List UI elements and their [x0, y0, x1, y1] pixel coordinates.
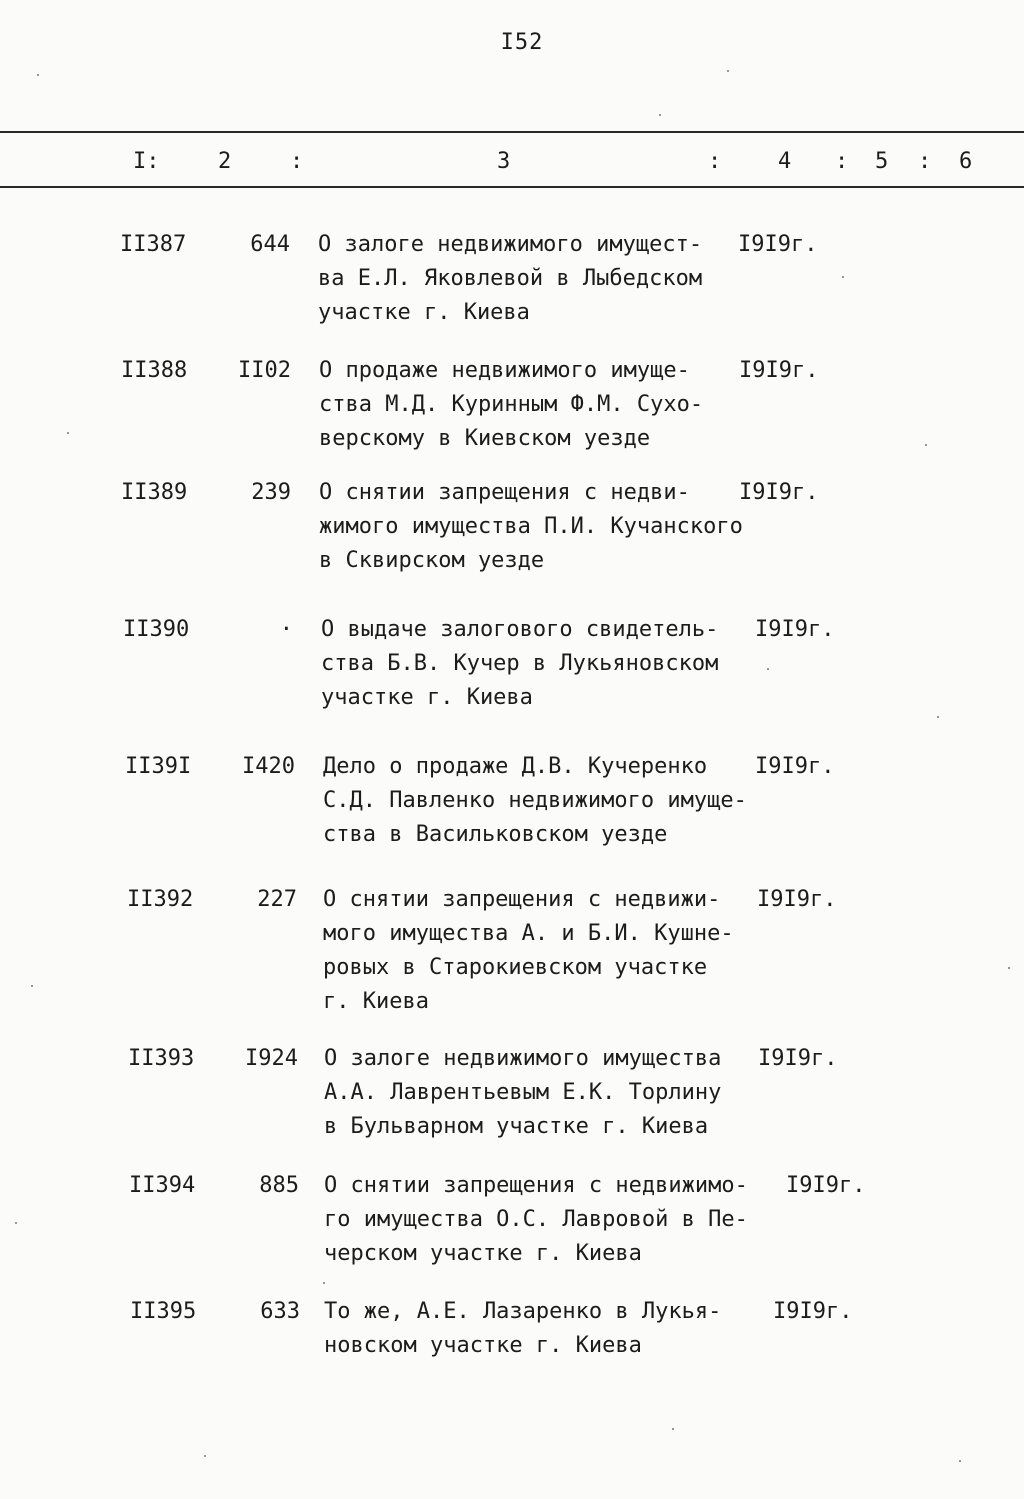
scan-speck	[659, 114, 661, 116]
column-separator: :	[835, 149, 849, 174]
entry-number: II393	[128, 1046, 195, 1071]
scan-speck	[672, 1428, 674, 1430]
entry-description: То же, А.Е. Лазаренко в Лукья- новском участке г. Киева	[324, 1299, 722, 1358]
entry-description: О залоге недвижимого имущест- ва Е.Л. Яковлевой в Лыбедском участке г. Киева	[318, 232, 703, 325]
scan-speck	[959, 1460, 961, 1462]
entry-description: О снятии запрещения с недви- жимого имущества П.И. Кучанского в Сквирском уезде	[319, 480, 743, 573]
entry-description: О выдаче залогового свидетель- ства Б.В. Кучер в Лукьяновском участке г. Киева	[321, 617, 719, 710]
entry-description: О продаже недвижимого имуще- ства М.Д. Куринным Ф.М. Сухо- верскому в Киевском уезде	[319, 358, 704, 451]
column-header-3: 3	[497, 149, 511, 174]
entry-sheet: I924	[245, 1046, 298, 1071]
scan-speck	[37, 74, 39, 76]
entry-number: II395	[130, 1299, 197, 1324]
page-number: I52	[500, 30, 544, 55]
entry-description: О залоге недвижимого имущества А.А. Лаврентьевым Е.К. Торлину в Бульварном участке г. Киева	[324, 1046, 722, 1139]
entry-number: II394	[129, 1173, 196, 1198]
entry-sheet: 633	[260, 1299, 300, 1324]
column-header-5: 5	[875, 149, 889, 174]
entry-year: I9I9г.	[755, 617, 835, 642]
entry-year: I9I9г.	[739, 358, 819, 383]
scan-speck	[204, 1455, 206, 1457]
scan-speck	[67, 432, 69, 434]
scan-speck	[767, 668, 769, 670]
scan-speck	[31, 985, 33, 987]
column-header-6: 6	[959, 149, 973, 174]
entry-year: I9I9г.	[786, 1173, 866, 1198]
entry-sheet: I420	[242, 754, 295, 779]
scan-speck	[323, 1282, 325, 1284]
entry-sheet: 239	[251, 480, 291, 505]
entry-number: II392	[127, 887, 194, 912]
column-header-1: I:	[133, 149, 160, 174]
column-separator: :	[708, 149, 722, 174]
entry-number: II387	[120, 232, 187, 257]
entry-sheet: 644	[250, 232, 290, 257]
entry-year: I9I9г.	[757, 887, 837, 912]
column-header-2: 2	[218, 149, 232, 174]
scan-speck	[727, 70, 729, 72]
column-header-4: 4	[778, 149, 792, 174]
scan-speck	[937, 716, 939, 718]
entry-year: I9I9г.	[773, 1299, 853, 1324]
entry-year: I9I9г.	[738, 232, 818, 257]
entry-description: О снятии запрещения с недвижимо- го имущества О.С. Лавровой в Пе- черском участке г. Киева	[324, 1173, 748, 1266]
entry-sheet: 227	[257, 887, 297, 912]
entry-number: II388	[121, 358, 188, 383]
entry-year: I9I9г.	[739, 480, 819, 505]
entry-description: Дело о продаже Д.В. Кучеренко С.Д. Павленко недвижимого имуще- ства в Васильковском уезде	[323, 754, 747, 847]
entry-number: II390	[123, 617, 190, 642]
header-rule-bottom	[0, 186, 1024, 188]
column-separator: :	[290, 149, 304, 174]
scan-speck	[842, 276, 844, 278]
column-separator: :	[918, 149, 932, 174]
entry-description: О снятии запрещения с недвижи- мого имущества А. и Б.И. Кушне- ровых в Старокиевском участке г. Киева	[323, 887, 734, 1014]
scan-speck	[1008, 967, 1010, 969]
header-rule-top	[0, 131, 1024, 133]
entry-sheet: 885	[259, 1173, 299, 1198]
entry-year: I9I9г.	[755, 754, 835, 779]
scan-speck	[15, 1222, 17, 1224]
entry-year: I9I9г.	[758, 1046, 838, 1071]
entry-number: II389	[121, 480, 188, 505]
scan-speck	[925, 444, 927, 446]
entry-sheet: II02	[238, 358, 291, 383]
entry-number: II39I	[125, 754, 192, 779]
entry-sheet: ·	[279, 617, 293, 642]
